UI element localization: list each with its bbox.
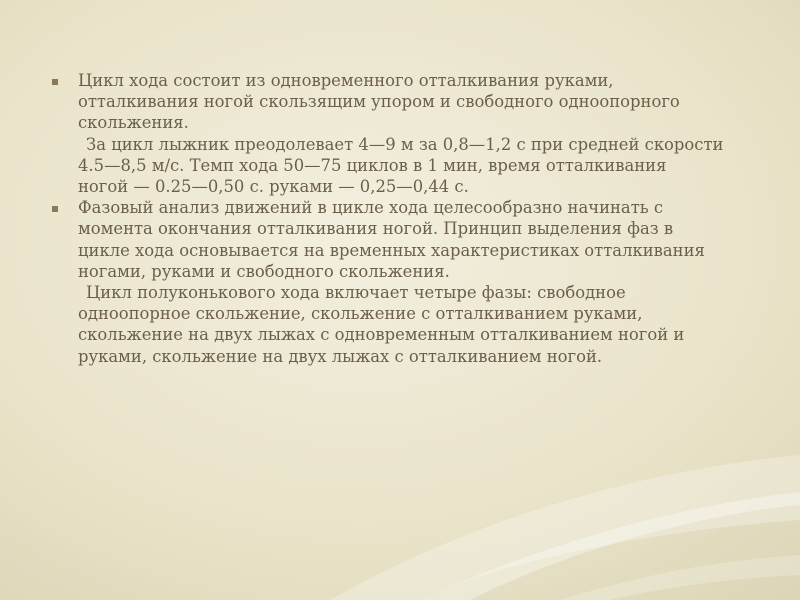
bullet-text-line: цикле хода основывается на временных характеристиках отталкивания [78, 240, 705, 260]
bullet-text-line: 4.5—8,5 м/с. Темп хода 50—75 циклов в 1 мин, время отталкивания [78, 155, 667, 175]
bullet-text-line: отталкивания ногой скользящим упором и свободного одноопорного [78, 92, 680, 112]
bullet-list [48, 70, 738, 367]
bullet-item-phase-analysis [48, 197, 738, 367]
bullet-text-line: скольжение на двух лыжах с одновременным отталкиванием ногой и [78, 325, 685, 345]
bullet-text-line: ногами, руками и свободного скольжения. [78, 261, 450, 281]
bullet-text-line: Цикл хода состоит из одновременного отталкивания руками, [78, 71, 614, 90]
bullet-text-line: Цикл полуконькового хода включает четыре фазы: свободное [86, 283, 626, 303]
bullet-text-line: За цикл лыжник преодолевает 4—9 м за 0,8—1,2 с при средней скорости [86, 134, 724, 154]
bullet-text-line: одноопорное скольжение, скольжение с отталкиванием руками, [78, 304, 643, 324]
bullet-text-line: скольжения. [78, 113, 189, 133]
bullet-text-line: ногой — 0.25—0,50 с. руками — 0,25—0,44 с. [78, 177, 469, 197]
bullet-item-cycle [48, 70, 738, 197]
swoosh-band-wide [330, 455, 800, 600]
swoosh-band-lower [560, 555, 800, 600]
bullet-text-line: момента окончания отталкивания ногой. Принцип выделения фаз в [78, 219, 674, 239]
square-bullet-icon [52, 206, 58, 212]
bullet-text-line: руками, скольжение на двух лыжах с отталкиванием ногой. [78, 346, 603, 366]
swoosh-band-thin [420, 492, 800, 600]
square-bullet-icon [52, 79, 58, 85]
bullet-text-line: Фазовый анализ движений в цикле хода целесообразно начинать с [78, 198, 664, 218]
